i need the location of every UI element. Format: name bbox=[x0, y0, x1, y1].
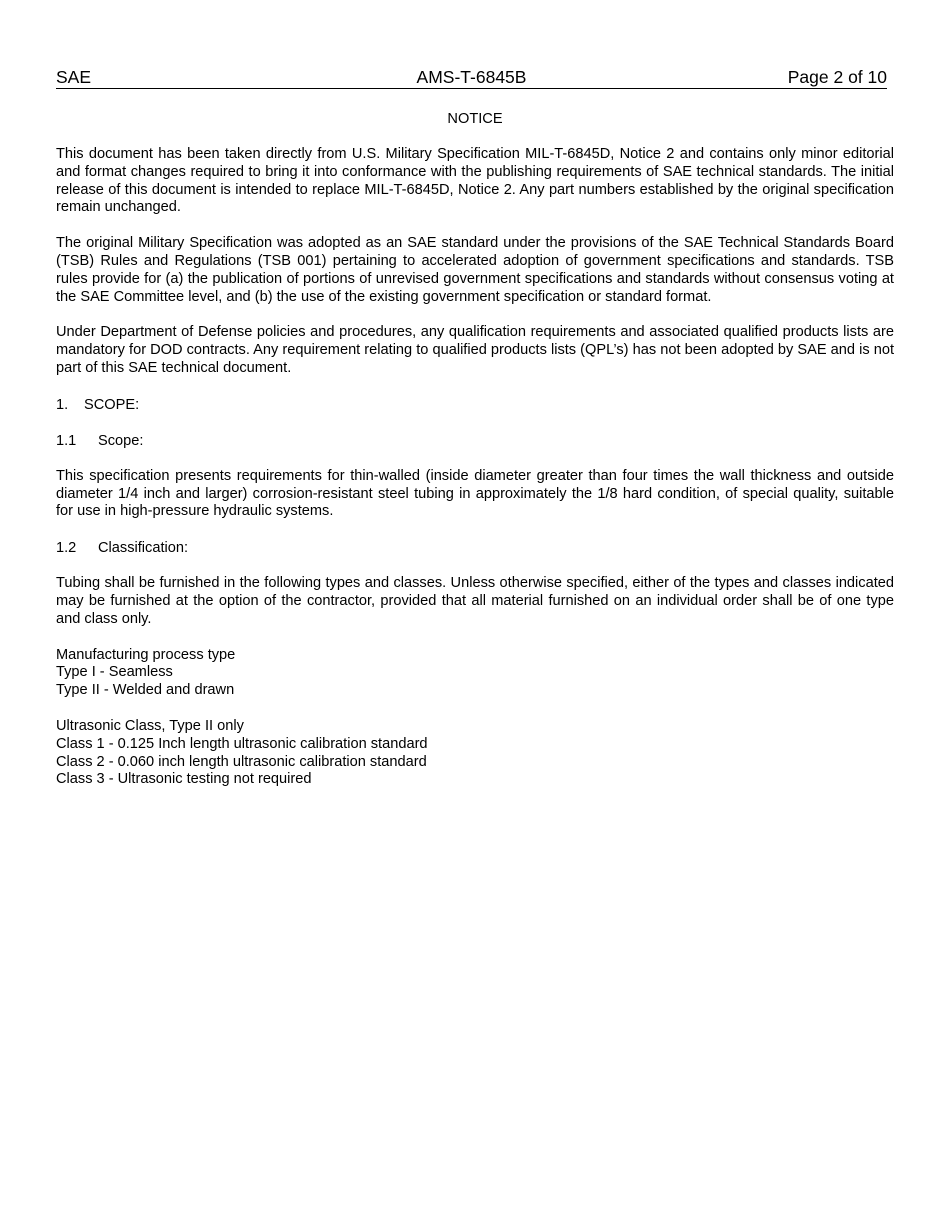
notice-paragraph-1: This document has been taken directly from U.S. Military Specification MIL-T-6845D, Notice 2 and contains only minor editorial and format changes required to bring it into conformance with the publishing requirements of SAE technical standards. The initial release of this document is intended to replace MIL-T-6845D, Notice 2. Any part numbers established by the original specification remain unchanged. bbox=[56, 146, 894, 216]
section-1-1-text: This specification presents requirements for thin-walled (inside diameter greater than four times the wall thickness and outside diameter 1/4 inch and larger) corrosion-resistant steel tubing in approximately the 1/8 hard condition, of special quality, suitable for use in high-pressure hydraulic systems. bbox=[56, 467, 894, 520]
section-1-2-number: 1.2 bbox=[56, 540, 77, 557]
section-1-1-number: 1.1 bbox=[56, 432, 77, 449]
list-item: Type II - Welded and drawn bbox=[56, 682, 235, 699]
header-page-number: Page 2 of 10 bbox=[787, 67, 887, 87]
section-1-2-text: Tubing shall be furnished in the following types and classes. Unless otherwise specified, either of the types and classes indicated may be furnished at the option of the contractor, provided that all material furnished on an individual order shall be of one type and class only. bbox=[56, 575, 894, 627]
section-1-title: SCOPE: bbox=[84, 396, 140, 413]
process-type-heading: Manufacturing process type bbox=[56, 646, 236, 663]
list-item: Class 1 - 0.125 Inch length ultrasonic calibration standard bbox=[56, 735, 428, 752]
notice-paragraph-3: Under Department of Defense policies and procedures, any qualification requirements and associated qualified products lists are mandatory for DOD contracts. Any requirement relating to qualified products lists (QPL’s) has not been adopted by SAE and is not part of this SAE technical document. bbox=[56, 324, 894, 376]
section-1-1-title: Scope: bbox=[98, 432, 144, 449]
notice-paragraph-2: The original Military Specification was adopted as an SAE standard under the provisions of the SAE Technical Standards Board (TSB) Rules and Regulations (TSB 001) pertaining to accelerated adoption of government specifications and standards. TSB rules provide for (a) the publication of portions of unrevised government specifications and standards without consensus voting at the SAE Committee level, and (b) the use of the existing government specification or standard format. bbox=[56, 235, 894, 305]
process-type-list bbox=[56, 647, 894, 700]
document-page bbox=[56, 66, 894, 789]
header-org: SAE bbox=[56, 67, 92, 87]
section-1-1-heading bbox=[56, 432, 894, 450]
section-1-2-heading bbox=[56, 539, 894, 557]
ultrasonic-class-heading: Ultrasonic Class, Type II only bbox=[56, 717, 244, 734]
section-1-heading bbox=[56, 396, 894, 414]
page-header bbox=[56, 66, 887, 89]
notice-title: NOTICE bbox=[447, 111, 503, 127]
list-item: Class 2 - 0.060 inch length ultrasonic calibration standard bbox=[56, 753, 427, 770]
section-1-2-title: Classification: bbox=[98, 540, 189, 557]
list-item: Class 3 - Ultrasonic testing not required bbox=[56, 771, 312, 788]
header-doc-id: AMS-T-6845B bbox=[416, 67, 527, 87]
ultrasonic-class-list bbox=[56, 718, 894, 789]
section-1-number: 1. bbox=[56, 396, 69, 413]
list-item: Type I - Seamless bbox=[56, 664, 173, 681]
